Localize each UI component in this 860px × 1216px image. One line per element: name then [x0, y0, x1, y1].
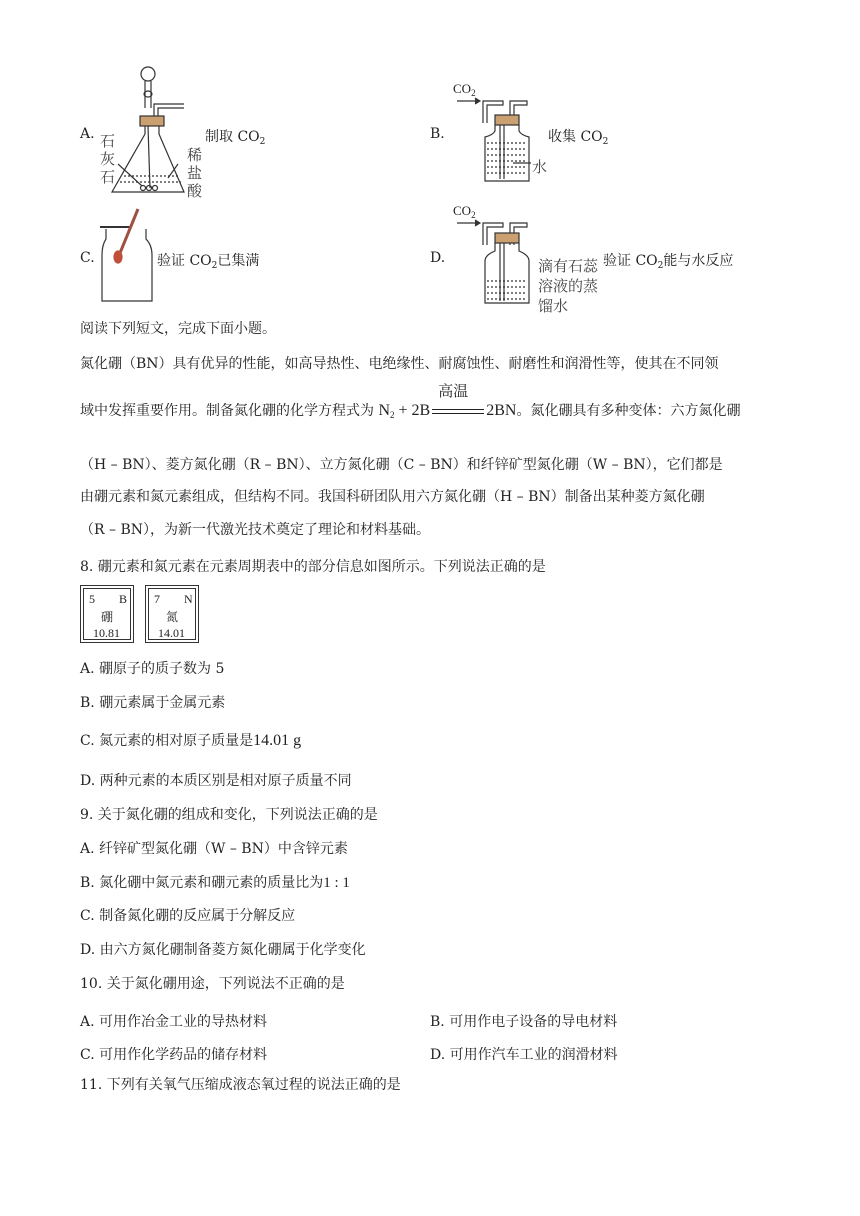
q9-option-d: D. 由六方氮化硼制备菱方氮化硼属于化学变化 [80, 942, 366, 958]
q9-option-b: B. 氮化硼中氮元素和硼元素的质量比为1 : 1 [80, 875, 350, 891]
q11-stem: 11. 下列有关氧气压缩成液态氧过程的说法正确的是 [80, 1077, 401, 1093]
option-c-letter: C. [80, 250, 95, 266]
co2-gas-label-d: $CO_2$ [453, 203, 476, 220]
element-cell-nitrogen: 7 N 氮 14.01 [145, 585, 199, 643]
passage-line-4: 由硼元素和氮元素组成，但结构不同。我国科研团队用六方氮化硼（H – BN）制备出某种菱方氮化硼 [80, 489, 705, 505]
q8-option-c: C. 氮元素的相对原子质量是14.01 g [80, 732, 302, 749]
passage-line-5: （R – BN），为新一代激光技术奠定了理论和材料基础。 [80, 522, 430, 538]
option-b-caption: 收集 $CO_2$ [548, 129, 609, 147]
option-a-caption: 制取 $CO_2$ [205, 129, 266, 147]
element-cell-boron: 5 B 硼 10.81 [80, 585, 134, 643]
co2-gas-label-b: $CO_2$ [453, 81, 476, 98]
passage-line-2: 域中发挥重要作用。制备氮化硼的化学方程式为 $N_2 + 2B$ 高温 2BN。氮化硼具有多种变体：六方氮化硼 [80, 382, 741, 420]
q8-option-d: D. 两种元素的本质区别是相对原子质量不同 [80, 773, 352, 789]
reaction-condition: 高温 [438, 382, 469, 401]
option-c-caption: 验证 $CO_2$已集满 [157, 253, 260, 271]
limestone-label: 石 灰 石 [100, 132, 116, 186]
q9-stem: 9. 关于氮化硼的组成和变化，下列说法正确的是 [80, 807, 378, 823]
passage-line-3: （H – BN）、菱方氮化硼（R – BN）、立方氮化硼（C – BN）和纤锌矿型氮化硼（W – BN），它们都是 [80, 457, 723, 473]
co2-full-check-bottle-diagram [98, 205, 158, 305]
q10-option-a: A. 可用作冶金工业的导热材料 [80, 1014, 268, 1030]
q8-stem: 8. 硼元素和氮元素在元素周期表中的部分信息如图所示。下列说法正确的是 [80, 559, 546, 575]
reading-intro: 阅读下列短文，完成下面小题。 [80, 321, 276, 337]
option-d-letter: D. [430, 250, 446, 266]
q9-option-c: C. 制备氮化硼的反应属于分解反应 [80, 908, 296, 924]
litmus-water-label: 滴有石蕊 溶液的蒸 馏水 [538, 257, 599, 315]
q10-option-d: D. 可用作汽车工业的润滑材料 [430, 1047, 618, 1063]
option-a-letter: A. [80, 126, 95, 142]
q10-option-c: C. 可用作化学药品的储存材料 [80, 1047, 268, 1063]
dilute-hcl-label: 稀 盐 酸 [187, 146, 203, 200]
water-label: 水 [532, 158, 548, 176]
q10-stem: 10. 关于氮化硼用途，下列说法不正确的是 [80, 976, 345, 992]
option-b-letter: B. [430, 126, 445, 142]
q8-option-b: B. 硼元素属于金属元素 [80, 695, 226, 711]
equation: $N_2 + 2B$ 高温 2BN [378, 382, 517, 420]
q9-option-a: A. 纤锌矿型氮化硼（W – BN）中含锌元素 [80, 841, 348, 857]
q10-option-b: B. 可用作电子设备的导电材料 [430, 1014, 618, 1030]
option-d-caption: 验证 $CO_2$能与水反应 [603, 253, 734, 271]
q8-option-a: A. 硼原子的质子数为 5 [80, 661, 225, 677]
co2-water-reaction-bottle-diagram [455, 215, 545, 310]
passage-line-1: 氮化硼（BN）具有优异的性能，如高导热性、电绝缘性、耐腐蚀性、耐磨性和润滑性等，使其在不同领 [80, 356, 719, 372]
